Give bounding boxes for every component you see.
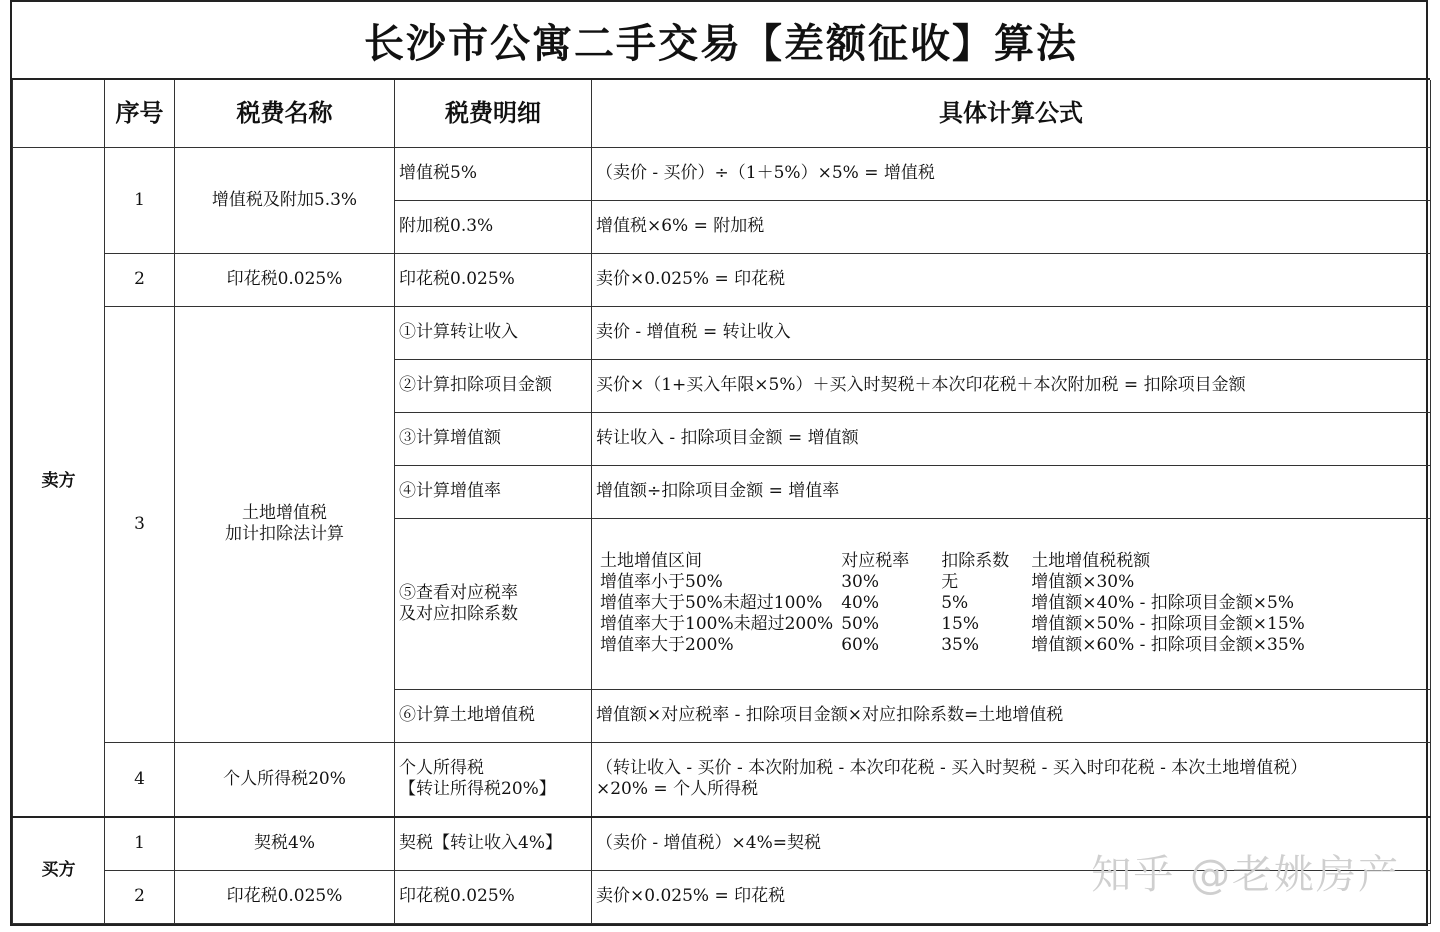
- table-row: [13, 306, 1431, 359]
- rate-cell: 无: [941, 572, 959, 592]
- land-vat-rate-table: [596, 551, 1347, 656]
- rate-table-row: [596, 572, 1347, 593]
- rate-table-row: [596, 593, 1347, 614]
- rate-table-head: [596, 551, 1347, 572]
- header-tax-detail: 税费明细: [395, 80, 592, 147]
- formula-cell: 卖价×0.025% = 印花税: [592, 253, 1431, 306]
- formula-line: ×20% = 个人所得税: [596, 779, 759, 800]
- party-seller: 卖方: [13, 147, 105, 817]
- tax-name-cell: 印花税0.025%: [175, 253, 395, 306]
- rate-cell: 增值率大于50%未超过100%: [600, 593, 823, 613]
- formula-cell: （卖价 - 买价）÷（1＋5%）×5% = 增值税: [592, 147, 1431, 200]
- tax-detail-cell: [395, 518, 592, 689]
- serial-cell: 2: [105, 253, 175, 306]
- formula-cell: [592, 518, 1431, 689]
- rate-cell: 60%: [841, 635, 879, 655]
- formula-cell: 卖价 - 增值税 = 转让收入: [592, 306, 1431, 359]
- serial-cell: 3: [105, 306, 175, 742]
- tax-detail-cell: ④计算增值率: [395, 465, 592, 518]
- tax-detail-line: 个人所得税: [399, 758, 484, 779]
- tax-detail-cell: 增值税5%: [395, 147, 592, 200]
- formula-cell: 增值额÷扣除项目金额 = 增值率: [592, 465, 1431, 518]
- table-row: [13, 147, 1431, 200]
- tax-detail-cell: ①计算转让收入: [395, 306, 592, 359]
- rate-head-cell: 扣除系数: [941, 551, 1010, 571]
- tax-detail-cell: ⑥计算土地增值税: [395, 689, 592, 742]
- serial-cell: 4: [105, 742, 175, 817]
- party-buyer: 买方: [13, 817, 105, 923]
- formula-cell: 增值税×6% = 附加税: [592, 200, 1431, 253]
- tax-name-cell: 个人所得税20%: [175, 742, 395, 817]
- rate-cell: 40%: [841, 593, 879, 613]
- rate-head-cell: 土地增值区间: [600, 551, 702, 571]
- header-formula: 具体计算公式: [592, 80, 1431, 147]
- serial-cell: 1: [105, 817, 175, 870]
- tax-detail-cell: ③计算增值额: [395, 412, 592, 465]
- tax-detail-line: 【转让所得税20%】: [399, 779, 556, 800]
- rate-cell: 35%: [941, 635, 979, 655]
- tax-name-cell: 增值税及附加5.3%: [175, 147, 395, 253]
- tax-detail-cell: ②计算扣除项目金额: [395, 359, 592, 412]
- page-title: 长沙市公寓二手交易【差额征收】算法: [12, 2, 1430, 80]
- rate-cell: 50%: [841, 614, 879, 634]
- rate-cell: 增值率大于200%: [600, 635, 734, 655]
- table-row: [13, 253, 1431, 306]
- rate-cell: 增值额×30%: [1031, 572, 1135, 592]
- tax-name-line: 加计扣除法计算: [225, 524, 344, 544]
- formula-cell: 转让收入 - 扣除项目金额 = 增值额: [592, 412, 1431, 465]
- rate-cell: 增值额×50% - 扣除项目金额×15%: [1031, 614, 1305, 634]
- formula-cell: 卖价×0.025% = 印花税: [592, 870, 1431, 923]
- tax-detail-line: 及对应扣除系数: [399, 603, 518, 624]
- tax-detail-cell: 印花税0.025%: [395, 253, 592, 306]
- watermark-text: 知乎 @老姚房产: [1091, 852, 1400, 898]
- rate-table-row: [596, 635, 1347, 656]
- rate-cell: 增值率大于100%未超过200%: [600, 614, 834, 634]
- rate-cell: 增值额×60% - 扣除项目金额×35%: [1031, 635, 1305, 655]
- serial-cell: 1: [105, 147, 175, 253]
- tax-detail-cell: 附加税0.3%: [395, 200, 592, 253]
- table-row: [13, 742, 1431, 817]
- header-serial: 序号: [105, 80, 175, 147]
- rate-cell: 5%: [941, 593, 969, 613]
- formula-cell: （卖价 - 增值税）×4%=契税: [592, 817, 1431, 870]
- rate-head-cell: 土地增值税税额: [1031, 551, 1151, 571]
- tax-name-cell: 契税4%: [175, 817, 395, 870]
- rate-cell: 增值额×40% - 扣除项目金额×5%: [1031, 593, 1294, 613]
- header-tax-name: 税费名称: [175, 80, 395, 147]
- tax-sheet: [10, 0, 1428, 926]
- formula-cell: 增值额×对应税率 - 扣除项目金额×对应扣除系数=土地增值税: [592, 689, 1431, 742]
- tax-table: [12, 80, 1431, 924]
- tax-detail-line: ⑤查看对应税率: [399, 582, 518, 603]
- tax-name-cell: [175, 306, 395, 742]
- tax-detail-cell: [395, 742, 592, 817]
- rate-table-row: [596, 614, 1347, 635]
- rate-cell: 15%: [941, 614, 979, 634]
- tax-name-cell: 印花税0.025%: [175, 870, 395, 923]
- header-row: [13, 80, 1431, 147]
- formula-cell: [592, 742, 1431, 817]
- formula-cell: 买价×（1+买入年限×5%）＋买入时契税＋本次印花税＋本次附加税 = 扣除项目金额: [592, 359, 1431, 412]
- header-party: [13, 80, 105, 147]
- rate-cell: 增值率小于50%: [600, 572, 723, 592]
- rate-cell: 30%: [841, 572, 879, 592]
- tax-detail-cell: 印花税0.025%: [395, 870, 592, 923]
- serial-cell: 2: [105, 870, 175, 923]
- tax-detail-cell: 契税【转让收入4%】: [395, 817, 592, 870]
- formula-line: （转让收入 - 买价 - 本次附加税 - 本次印花税 - 买入时契税 - 买入时印花税 - 本次土地增值税）: [596, 758, 1308, 779]
- tax-name-line: 土地增值税: [242, 503, 327, 523]
- rate-head-cell: 对应税率: [841, 551, 910, 571]
